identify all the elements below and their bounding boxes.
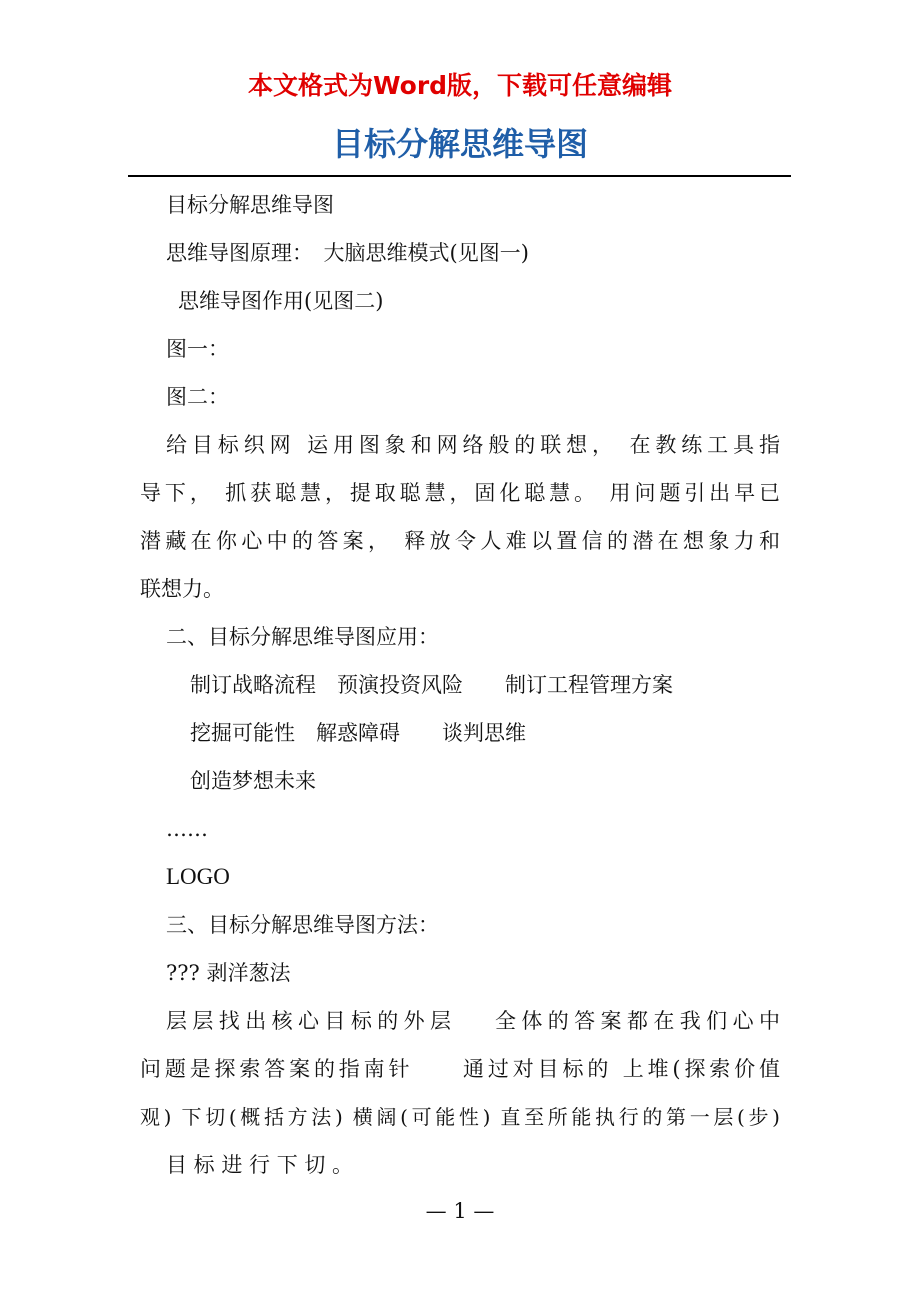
paragraph-web-line-4: 联想力。 [140, 577, 224, 601]
document-title: 目标分解思维导图 [331, 125, 588, 163]
paragraph-heading-repeat: 目标分解思维导图 [166, 193, 334, 217]
method-paragraph-line-1: 层层找出核心目标的外层 全体的答案都在我们心中 [166, 1009, 780, 1033]
paragraph-web-line-2: 导下， 抓获聪慧，提取聪慧，固化聪慧。 用问题引出早已 [140, 481, 780, 505]
method-paragraph-line-3: 观) 下切(概括方法) 横阔(可能性) 直至所能执行的第一层(步) [140, 1105, 780, 1129]
section-two-heading: 二、目标分解思维导图应用： [166, 625, 439, 649]
title-divider [128, 175, 791, 177]
paragraph-principle: 思维导图原理： 大脑思维模式(见图一) [166, 241, 529, 265]
onion-method-label: ??? 剥洋葱法 [166, 961, 291, 985]
application-list-row-2: 挖掘可能性 解惑障碍 谈判思维 [190, 721, 526, 745]
logo-placeholder-text: LOGO [166, 864, 230, 889]
paragraph-function: 思维导图作用(见图二) [178, 289, 384, 313]
format-notice-banner: 本文格式为Word版，下载可任意编辑 [247, 71, 673, 100]
method-paragraph-line-2: 问题是探索答案的指南针 通过对目标的 上堆(探索价值 [140, 1057, 780, 1081]
paragraph-web-line-1: 给目标织网 运用图象和网络般的联想， 在教练工具指 [166, 433, 780, 457]
page-number: — 1 — [425, 1199, 495, 1223]
ellipsis-line: …… [166, 817, 208, 841]
section-three-heading: 三、目标分解思维导图方法： [166, 913, 439, 937]
figure-one-label: 图一： [166, 337, 229, 361]
method-paragraph-line-4: 目 标 进 行 下 切 。 [166, 1153, 354, 1177]
figure-two-label: 图二： [166, 385, 229, 409]
paragraph-web-line-3: 潜藏在你心中的答案， 释放令人难以置信的潜在想象力和 [140, 529, 780, 553]
application-list-row-3: 创造梦想未来 [190, 769, 316, 793]
application-list-row-1: 制订战略流程 预演投资风险 制订工程管理方案 [190, 673, 673, 697]
